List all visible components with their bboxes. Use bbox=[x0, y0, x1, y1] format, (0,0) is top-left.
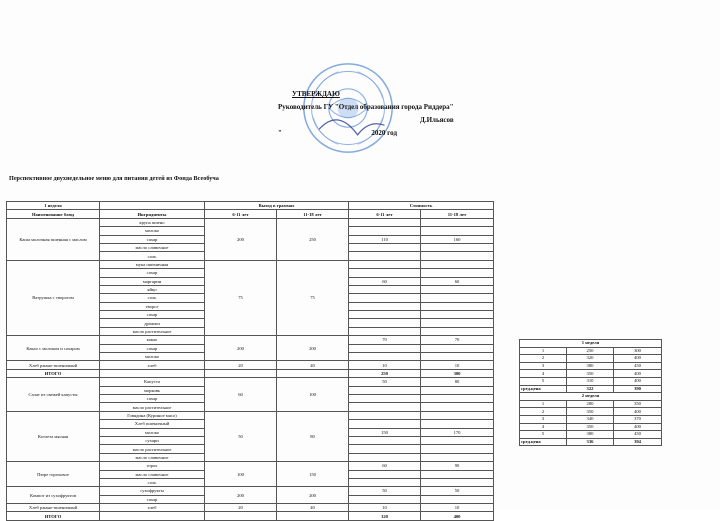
cost-value: 10 bbox=[421, 361, 494, 369]
cost-value: 80 bbox=[421, 378, 494, 386]
output-value: 20 bbox=[205, 361, 277, 369]
summary-cell: 5 bbox=[520, 377, 567, 385]
summary-avg-value: 394 bbox=[614, 438, 662, 446]
cost-value: 50 bbox=[349, 487, 421, 495]
approval-position: Руководитель ГУ "Отдел образования города Риддера" bbox=[278, 103, 454, 111]
cost-value: 60 bbox=[349, 277, 421, 285]
table-row bbox=[520, 370, 662, 378]
approval-date-suffix: 2020 год bbox=[371, 129, 397, 137]
approval-title: УТВЕРЖДАЮ bbox=[292, 90, 340, 98]
table-row bbox=[7, 411, 494, 419]
ingredient: сухофрукты bbox=[100, 487, 205, 495]
table-row bbox=[520, 355, 662, 363]
ingredient: хлеб bbox=[100, 504, 205, 512]
approval-date bbox=[278, 127, 454, 140]
summary-cell: 400 bbox=[614, 408, 662, 416]
cost-value: 60 bbox=[421, 277, 494, 285]
summary-avg-label: сред.цена bbox=[520, 385, 567, 393]
output-value: 200 bbox=[277, 336, 349, 361]
table-row bbox=[520, 362, 662, 370]
ingredient: молоко bbox=[100, 428, 205, 436]
table-row bbox=[520, 393, 662, 401]
table-row bbox=[520, 347, 662, 355]
ingredient: морковь bbox=[100, 386, 205, 394]
summary-cell: 400 bbox=[614, 377, 662, 385]
summary-cell: 1 bbox=[520, 400, 567, 408]
table-row bbox=[7, 336, 494, 344]
ingredient: сахар bbox=[100, 394, 205, 402]
header-age: 11-18 лет bbox=[277, 210, 349, 218]
summary-cell: 280 bbox=[567, 400, 614, 408]
summary-cell: 5 bbox=[520, 431, 567, 439]
output-value: 80 bbox=[277, 411, 349, 461]
table-row bbox=[7, 210, 494, 218]
summary-cell: 340 bbox=[567, 415, 614, 423]
output-value: 75 bbox=[205, 260, 277, 336]
table-row bbox=[7, 504, 494, 512]
output-value: 50 bbox=[205, 411, 277, 461]
summary-avg-value: 336 bbox=[567, 438, 614, 446]
ingredient: сахар bbox=[100, 235, 205, 243]
summary-avg-label: сред.цена bbox=[520, 438, 567, 446]
cost-value: 90 bbox=[421, 462, 494, 470]
cost-value: 50 bbox=[349, 378, 421, 386]
cost-value: 60 bbox=[349, 462, 421, 470]
total-label: ИТОГО bbox=[7, 369, 100, 377]
cost-value: 150 bbox=[349, 428, 421, 436]
cost-value: 160 bbox=[421, 235, 494, 243]
summary-cell: 2 bbox=[520, 355, 567, 363]
dish-name: Пюре гороховое bbox=[7, 462, 100, 487]
table-row bbox=[520, 408, 662, 416]
ingredient: масло сливочное bbox=[100, 243, 205, 251]
dish-name: Компот из сухофруктов bbox=[7, 487, 100, 504]
dish-name: Хлеб ржано-пшеничный bbox=[7, 504, 100, 512]
cost-value: 50 bbox=[421, 487, 494, 495]
header-dish: Наименование блюд bbox=[7, 210, 100, 218]
summary-week-label: 2 неделя bbox=[520, 393, 662, 401]
table-row bbox=[520, 385, 662, 393]
summary-cell: 350 bbox=[567, 423, 614, 431]
table-row bbox=[520, 438, 662, 446]
ingredient: хлеб bbox=[100, 361, 205, 369]
header-age: 6-11 лет bbox=[349, 210, 421, 218]
ingredient: какао bbox=[100, 336, 205, 344]
ingredient: дрожжи bbox=[100, 319, 205, 327]
table-row bbox=[7, 361, 494, 369]
approval-signature: Д.Ильясов bbox=[420, 116, 454, 124]
ingredient: масло сливочное bbox=[100, 453, 205, 461]
dish-name: Хлеб ржано-пшеничный bbox=[7, 361, 100, 369]
summary-table bbox=[519, 339, 662, 446]
summary-cell: 310 bbox=[567, 377, 614, 385]
dish-name: Салат из свежей капусты bbox=[7, 378, 100, 412]
approval-date-prefix: " bbox=[278, 129, 282, 137]
summary-cell: 320 bbox=[567, 355, 614, 363]
dish-name: Каша молочная пшенная с маслом bbox=[7, 218, 100, 260]
dish-name: Какао с молоком и сахаром bbox=[7, 336, 100, 361]
summary-avg-value: 322 bbox=[567, 385, 614, 393]
summary-cell: 350 bbox=[567, 408, 614, 416]
table-row bbox=[7, 462, 494, 470]
table-row bbox=[520, 400, 662, 408]
output-value: 200 bbox=[277, 487, 349, 504]
cost-value: 10 bbox=[349, 504, 421, 512]
cost-value: 170 bbox=[421, 428, 494, 436]
ingredient: молоко bbox=[100, 227, 205, 235]
ingredient: соль bbox=[100, 478, 205, 486]
summary-cell: 3 bbox=[520, 362, 567, 370]
ingredient: Капуста bbox=[100, 378, 205, 386]
output-value: 150 bbox=[277, 462, 349, 487]
menu-table bbox=[6, 201, 494, 521]
summary-cell: 450 bbox=[614, 362, 662, 370]
ingredient: масло растительное bbox=[100, 445, 205, 453]
table-row bbox=[520, 431, 662, 439]
ingredient: соль bbox=[100, 294, 205, 302]
output-value: 20 bbox=[205, 504, 277, 512]
table-row bbox=[520, 340, 662, 348]
output-value: 200 bbox=[205, 218, 277, 260]
header-output: Выход в граммах bbox=[205, 202, 349, 210]
cost-value: 70 bbox=[349, 336, 421, 344]
ingredient: сахар bbox=[100, 495, 205, 503]
table-row bbox=[520, 377, 662, 385]
total-value: 400 bbox=[421, 512, 494, 520]
summary-cell: 4 bbox=[520, 423, 567, 431]
summary-cell: 400 bbox=[614, 355, 662, 363]
output-value: 60 bbox=[205, 378, 277, 412]
total-label: ИТОГО bbox=[7, 512, 100, 520]
summary-cell: 300 bbox=[614, 347, 662, 355]
summary-cell: 380 bbox=[567, 431, 614, 439]
ingredient: сахар bbox=[100, 311, 205, 319]
output-value: 100 bbox=[205, 462, 277, 487]
table-row bbox=[7, 218, 494, 226]
summary-cell: 350 bbox=[567, 370, 614, 378]
table-row bbox=[7, 369, 494, 377]
summary-cell: 250 bbox=[567, 347, 614, 355]
table-row bbox=[7, 260, 494, 268]
output-value: 40 bbox=[277, 504, 349, 512]
ingredient: Хлеб пшеничный bbox=[100, 420, 205, 428]
table-row bbox=[520, 415, 662, 423]
cost-value: 70 bbox=[421, 336, 494, 344]
summary-cell: 3 bbox=[520, 415, 567, 423]
output-value: 75 bbox=[277, 260, 349, 336]
ingredient: молоко bbox=[100, 353, 205, 361]
summary-cell: 400 bbox=[614, 423, 662, 431]
week-label: 1 неделя bbox=[7, 202, 100, 210]
header-cost: Стоимость bbox=[349, 202, 494, 210]
ingredient: масло растительное bbox=[100, 327, 205, 335]
summary-cell: 1 bbox=[520, 347, 567, 355]
ingredient: сахар bbox=[100, 344, 205, 352]
summary-cell: 400 bbox=[614, 370, 662, 378]
summary-cell: 2 bbox=[520, 408, 567, 416]
table-row bbox=[520, 423, 662, 431]
summary-cell: 450 bbox=[614, 431, 662, 439]
ingredient: масло сливочное bbox=[100, 470, 205, 478]
ingredient: творог bbox=[100, 302, 205, 310]
ingredient: соль bbox=[100, 252, 205, 260]
total-value: 250 bbox=[349, 369, 421, 377]
ingredient: яйцо bbox=[100, 285, 205, 293]
summary-cell: 370 bbox=[614, 415, 662, 423]
cost-value: 110 bbox=[349, 235, 421, 243]
table-row bbox=[7, 487, 494, 495]
table-row bbox=[7, 378, 494, 386]
header-age: 11-18 лет bbox=[421, 210, 494, 218]
total-value: 300 bbox=[421, 369, 494, 377]
ingredient: масло растительное bbox=[100, 403, 205, 411]
header-ingredients: Ингридиенты bbox=[100, 210, 205, 218]
dish-name: Ватрушка с творогом bbox=[7, 260, 100, 336]
ingredient: крупа пшено bbox=[100, 218, 205, 226]
ingredient: мука пшеничная bbox=[100, 260, 205, 268]
output-value: 200 bbox=[205, 487, 277, 504]
header-age: 6-11 лет bbox=[205, 210, 277, 218]
ingredient: маргарин bbox=[100, 277, 205, 285]
ingredient: Говядина (Куриное мясо) bbox=[100, 411, 205, 419]
summary-cell: 4 bbox=[520, 370, 567, 378]
output-value: 100 bbox=[277, 378, 349, 412]
dish-name: Котлета мясная bbox=[7, 411, 100, 461]
summary-week-label: 1 неделя bbox=[520, 340, 662, 348]
page-title: Перспективное двухнедельное меню для питания детей из Фонда Всеобуча bbox=[9, 175, 219, 182]
output-value: 40 bbox=[277, 361, 349, 369]
summary-cell: 380 bbox=[567, 362, 614, 370]
total-value: 320 bbox=[349, 512, 421, 520]
ingredient: сахар bbox=[100, 269, 205, 277]
ingredient: горох bbox=[100, 462, 205, 470]
table-row bbox=[7, 512, 494, 520]
approval-block bbox=[278, 88, 454, 140]
table-row bbox=[7, 202, 494, 210]
ingredient: сухари bbox=[100, 436, 205, 444]
summary-avg-value: 390 bbox=[614, 385, 662, 393]
output-value: 250 bbox=[277, 218, 349, 260]
cost-value: 10 bbox=[421, 504, 494, 512]
output-value: 200 bbox=[205, 336, 277, 361]
summary-cell: 350 bbox=[614, 400, 662, 408]
cost-value: 10 bbox=[349, 361, 421, 369]
